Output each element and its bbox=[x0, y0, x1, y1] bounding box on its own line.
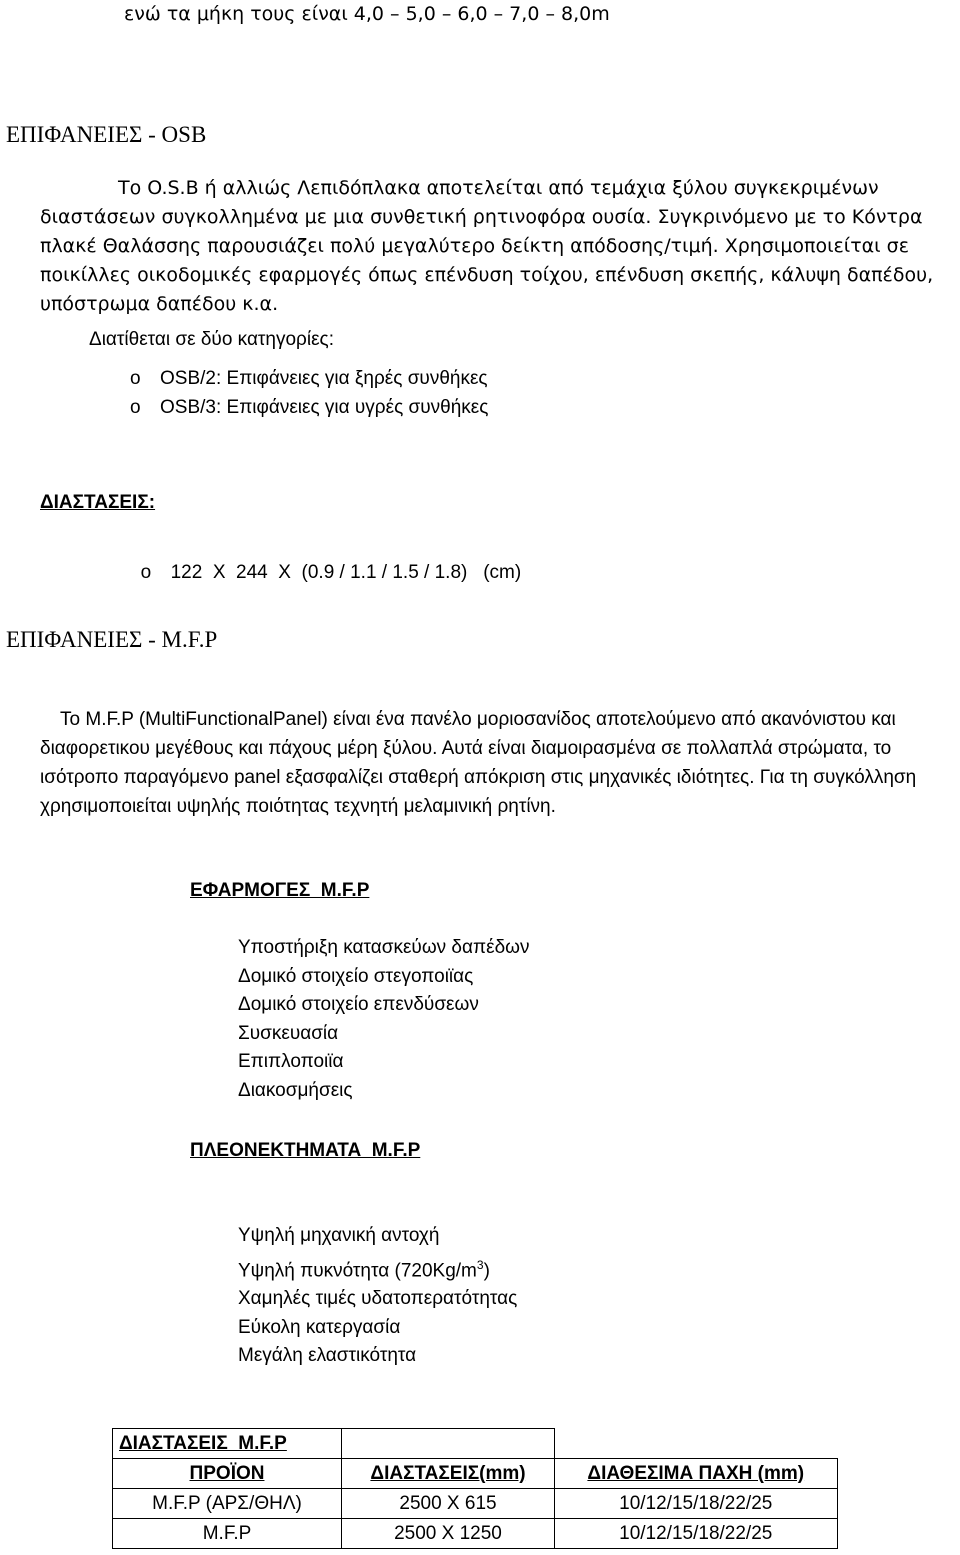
osb-dimensions-value: 122 Χ 244 Χ (0.9 / 1.1 / 1.5 / 1.8) (cm) bbox=[170, 562, 522, 583]
table-header: ΔΙΑΣΤΑΣΕΙΣ(mm) bbox=[342, 1459, 555, 1489]
osb-categories-intro: Διατίθεται σε δύο κατηγορίες: bbox=[89, 329, 334, 350]
mfp-applications-list bbox=[238, 934, 530, 1105]
table-cell: M.F.P (ΑΡΣ/ΘΗΛ) bbox=[113, 1489, 342, 1519]
density-close: ) bbox=[483, 1259, 490, 1281]
density-label: Υψηλή πυκνότητα (720Kg/m bbox=[238, 1259, 477, 1281]
table-row bbox=[113, 1519, 838, 1549]
osb-description: Το O.S.B ή αλλιώς Λεπιδόπλακα αποτελείται από τεμάχια ξύλου συγκεκριμένων διαστάσεων συγκολλημένα με μια συνθετική ρητινοφόρα ουσία. Συγκρινόμενο με το Κόντρα πλακέ Θαλάσσης παρουσιάζει πολύ μεγαλύτερο δείκτη απόδοσης/τιμή. Χρησιμοποιείται σε ποικίλλες οικοδομικές εφαρμογές όπως επένδυση τοίχου, επένδυση σκεπής, κάλυψη δαπέδου, υπόστρωμα δαπέδου κ.α. bbox=[40, 177, 934, 315]
mfp-description: Το M.F.P (MultiFunctionalPanel) είναι ένα πανέλο μοριοσανίδος αποτελούμενο από ακανόνιστου και διαφορετικου μεγέθους και πάχους μέρη ξύλου. Αυτά είναι διαμοιρασμένα σε πολλαπλά στρώματα, το ισότροπο παραγόμενο panel εξασφαλίζει σταθερή απόκριση στις μηχανικές ιδιότητες. Για τη συγκόλληση χρησιμοποιείται υψηλής ποιότητας τεχνητή μελαμινική ρητίνη. bbox=[40, 709, 917, 817]
mfp-applications-heading: ΕΦΑΡΜΟΓΕΣ M.F.P bbox=[190, 880, 370, 901]
table-cell: 2500 Χ 615 bbox=[342, 1489, 555, 1519]
mfp-advantages-list bbox=[238, 1222, 517, 1371]
density-superscript: 3 bbox=[476, 1257, 484, 1272]
list-item bbox=[238, 1251, 517, 1286]
mfp-advantages-heading: ΠΛΕΟΝΕΚΤΗΜΑΤΑ M.F.P bbox=[190, 1140, 421, 1161]
table-cell: 10/12/15/18/22/25 bbox=[555, 1519, 838, 1549]
table-header: ΠΡΟΪΟΝ bbox=[113, 1459, 342, 1489]
table-title-row bbox=[113, 1429, 838, 1459]
list-item: Υποστήριξη κατασκεύων δαπέδων bbox=[238, 937, 530, 958]
list-item: Συσκευασία bbox=[238, 1022, 339, 1044]
table-row bbox=[113, 1489, 838, 1519]
table-header-row bbox=[113, 1459, 838, 1489]
osb-category-item bbox=[130, 368, 488, 390]
mfp-dimensions-table bbox=[112, 1428, 838, 1549]
list-item: Μεγάλη ελαστικότητα bbox=[238, 1345, 417, 1367]
list-item: Υψηλή μηχανική αντοχή bbox=[238, 1225, 440, 1246]
table-cell: M.F.P bbox=[113, 1519, 342, 1549]
table-header: ΔΙΑΘΕΣΙΜΑ ΠΑΧΗ (mm) bbox=[555, 1459, 838, 1489]
table-empty-cell bbox=[555, 1429, 838, 1459]
list-item: Χαμηλές τιμές υδατοπερατότητας bbox=[238, 1288, 518, 1310]
osb-category-label: OSB/3: Επιφάνειες για υγρές συνθήκες bbox=[160, 397, 489, 418]
list-item: Δομικό στοιχείο επενδύσεων bbox=[238, 994, 479, 1015]
table-cell: 10/12/15/18/22/25 bbox=[555, 1489, 838, 1519]
osb-heading: ΕΠΙΦΑΝΕΙΕΣ - OSB bbox=[6, 122, 207, 147]
table-cell: 2500 Χ 1250 bbox=[342, 1519, 555, 1549]
bullet-icon: o bbox=[130, 368, 141, 389]
list-item: Επιπλοποιϊα bbox=[238, 1051, 344, 1072]
osb-dimensions-heading: ΔΙΑΣΤΑΣΕΙΣ: bbox=[40, 492, 156, 513]
intro-line: ενώ τα μήκη τους είναι 4,0 – 5,0 – 6,0 – 7,0 – 8,0m bbox=[124, 3, 610, 25]
table-empty-cell bbox=[342, 1429, 555, 1459]
mfp-heading: ΕΠΙΦΑΝΕΙΕΣ - M.F.P bbox=[6, 627, 218, 652]
osb-category-label: OSB/2: Επιφάνειες για ξηρές συνθήκες bbox=[160, 368, 488, 389]
list-item: Εύκολη κατεργασία bbox=[238, 1316, 401, 1338]
osb-dimensions-item bbox=[130, 540, 521, 584]
list-item: Διακοσμήσεις bbox=[238, 1079, 353, 1101]
list-item: Δομικό στοιχείο στεγοποιϊας bbox=[238, 965, 474, 987]
osb-category-item bbox=[130, 397, 488, 419]
bullet-icon: o bbox=[130, 397, 141, 418]
bullet-icon: o bbox=[140, 562, 152, 583]
table-title: ΔΙΑΣΤΑΣΕΙΣ M.F.P bbox=[113, 1429, 342, 1459]
